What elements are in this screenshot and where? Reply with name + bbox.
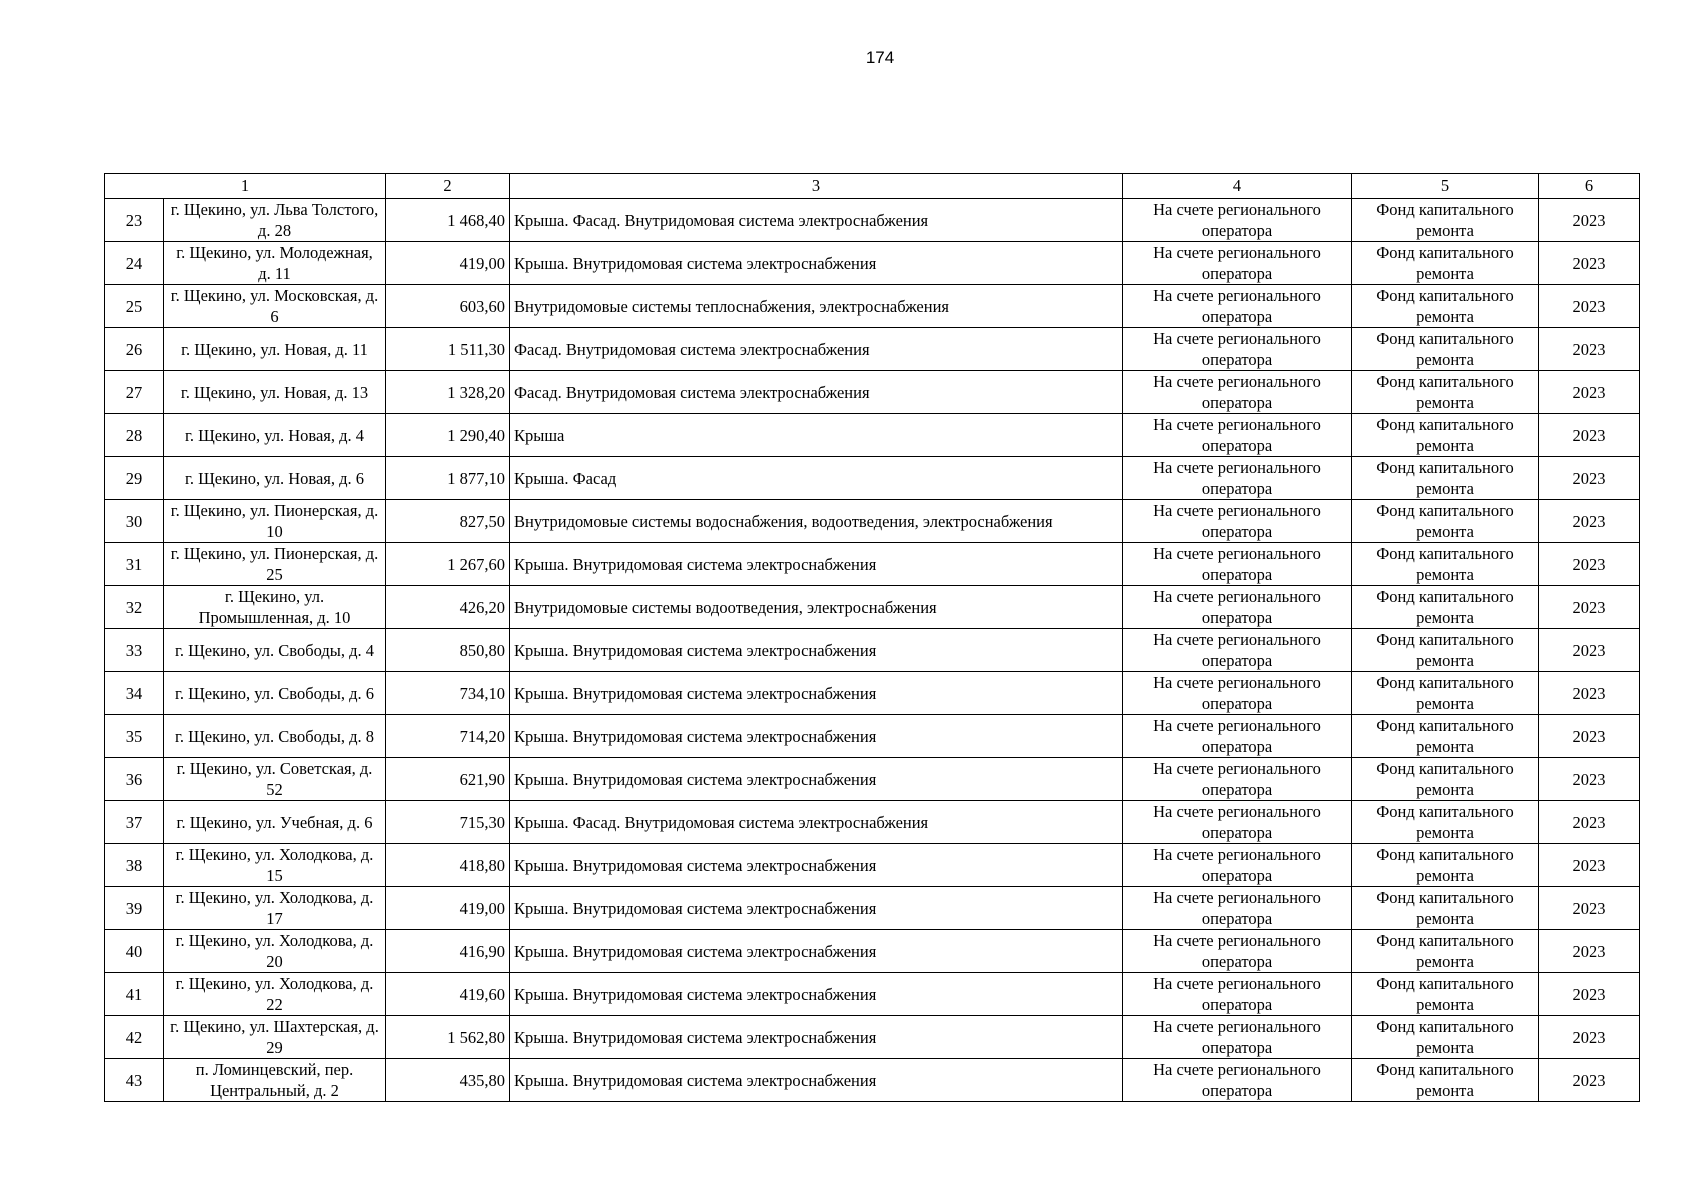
table-row	[105, 500, 1640, 543]
address-cell: г. Щекино, ул. Свободы, д. 6	[164, 672, 386, 715]
funding-account-cell: На счете регионального оператора	[1123, 500, 1352, 543]
area-cell: 1 562,80	[386, 1016, 510, 1059]
funding-account-cell: На счете регионального оператора	[1123, 371, 1352, 414]
area-cell: 1 511,30	[386, 328, 510, 371]
year-cell: 2023	[1539, 715, 1640, 758]
address-cell: г. Щекино, ул. Московская, д. 6	[164, 285, 386, 328]
funding-account-cell: На счете регионального оператора	[1123, 672, 1352, 715]
table-row	[105, 629, 1640, 672]
funding-source-cell: Фонд капитального ремонта	[1352, 672, 1539, 715]
table-row	[105, 328, 1640, 371]
table-body	[105, 174, 1640, 1102]
row-number-cell: 23	[105, 199, 164, 242]
works-cell: Крыша. Фасад	[510, 457, 1123, 500]
row-number-cell: 36	[105, 758, 164, 801]
works-cell: Крыша. Внутридомовая система электроснабжения	[510, 629, 1123, 672]
row-number-cell: 31	[105, 543, 164, 586]
page-number: 174	[865, 48, 895, 67]
year-cell: 2023	[1539, 801, 1640, 844]
area-cell: 1 267,60	[386, 543, 510, 586]
funding-account-cell: На счете регионального оператора	[1123, 199, 1352, 242]
row-number-cell: 41	[105, 973, 164, 1016]
works-cell: Крыша. Внутридомовая система электроснабжения	[510, 1059, 1123, 1102]
address-cell: п. Ломинцевский, пер. Центральный, д. 2	[164, 1059, 386, 1102]
address-cell: г. Щекино, ул. Холодкова, д. 15	[164, 844, 386, 887]
area-cell: 603,60	[386, 285, 510, 328]
table-row	[105, 930, 1640, 973]
funding-account-cell: На счете регионального оператора	[1123, 543, 1352, 586]
row-number-cell: 38	[105, 844, 164, 887]
table-row	[105, 1016, 1640, 1059]
year-cell: 2023	[1539, 1016, 1640, 1059]
column-header-2: 2	[386, 174, 510, 199]
row-number-cell: 34	[105, 672, 164, 715]
funding-source-cell: Фонд капитального ремонта	[1352, 801, 1539, 844]
works-cell: Крыша. Внутридомовая система электроснабжения	[510, 973, 1123, 1016]
works-cell: Крыша. Внутридомовая система электроснабжения	[510, 543, 1123, 586]
area-cell: 416,90	[386, 930, 510, 973]
year-cell: 2023	[1539, 887, 1640, 930]
row-number-cell: 42	[105, 1016, 164, 1059]
year-cell: 2023	[1539, 285, 1640, 328]
area-cell: 419,00	[386, 242, 510, 285]
year-cell: 2023	[1539, 199, 1640, 242]
area-cell: 435,80	[386, 1059, 510, 1102]
year-cell: 2023	[1539, 414, 1640, 457]
funding-source-cell: Фонд капитального ремонта	[1352, 457, 1539, 500]
funding-account-cell: На счете регионального оператора	[1123, 285, 1352, 328]
works-cell: Крыша. Фасад. Внутридомовая система электроснабжения	[510, 801, 1123, 844]
funding-source-cell: Фонд капитального ремонта	[1352, 1016, 1539, 1059]
area-cell: 426,20	[386, 586, 510, 629]
funding-account-cell: На счете регионального оператора	[1123, 887, 1352, 930]
year-cell: 2023	[1539, 930, 1640, 973]
table-row	[105, 457, 1640, 500]
area-cell: 1 468,40	[386, 199, 510, 242]
address-cell: г. Щекино, ул. Промышленная, д. 10	[164, 586, 386, 629]
funding-source-cell: Фонд капитального ремонта	[1352, 285, 1539, 328]
row-number-cell: 24	[105, 242, 164, 285]
table-row	[105, 973, 1640, 1016]
row-number-cell: 28	[105, 414, 164, 457]
address-cell: г. Щекино, ул. Молодежная, д. 11	[164, 242, 386, 285]
area-cell: 734,10	[386, 672, 510, 715]
year-cell: 2023	[1539, 1059, 1640, 1102]
row-number-cell: 25	[105, 285, 164, 328]
works-cell: Внутридомовые системы теплоснабжения, электроснабжения	[510, 285, 1123, 328]
table-row	[105, 715, 1640, 758]
table-row	[105, 414, 1640, 457]
works-cell: Фасад. Внутридомовая система электроснабжения	[510, 328, 1123, 371]
year-cell: 2023	[1539, 672, 1640, 715]
column-header-6: 6	[1539, 174, 1640, 199]
address-cell: г. Щекино, ул. Пионерская, д. 25	[164, 543, 386, 586]
funding-account-cell: На счете регионального оператора	[1123, 844, 1352, 887]
year-cell: 2023	[1539, 328, 1640, 371]
year-cell: 2023	[1539, 973, 1640, 1016]
year-cell: 2023	[1539, 543, 1640, 586]
row-number-cell: 27	[105, 371, 164, 414]
works-cell: Крыша	[510, 414, 1123, 457]
table-row	[105, 371, 1640, 414]
year-cell: 2023	[1539, 586, 1640, 629]
works-cell: Крыша. Внутридомовая система электроснабжения	[510, 758, 1123, 801]
address-cell: г. Щекино, ул. Пионерская, д. 10	[164, 500, 386, 543]
repair-schedule-table	[104, 173, 1640, 1102]
table-row	[105, 844, 1640, 887]
area-cell: 827,50	[386, 500, 510, 543]
area-cell: 419,00	[386, 887, 510, 930]
area-cell: 419,60	[386, 973, 510, 1016]
table-row	[105, 586, 1640, 629]
year-cell: 2023	[1539, 500, 1640, 543]
row-number-cell: 26	[105, 328, 164, 371]
funding-account-cell: На счете регионального оператора	[1123, 801, 1352, 844]
funding-source-cell: Фонд капитального ремонта	[1352, 1059, 1539, 1102]
works-cell: Крыша. Внутридомовая система электроснабжения	[510, 844, 1123, 887]
address-cell: г. Щекино, ул. Льва Толстого, д. 28	[164, 199, 386, 242]
year-cell: 2023	[1539, 371, 1640, 414]
funding-account-cell: На счете регионального оператора	[1123, 1059, 1352, 1102]
funding-source-cell: Фонд капитального ремонта	[1352, 371, 1539, 414]
area-cell: 1 290,40	[386, 414, 510, 457]
funding-account-cell: На счете регионального оператора	[1123, 930, 1352, 973]
works-cell: Крыша. Внутридомовая система электроснабжения	[510, 1016, 1123, 1059]
table-row	[105, 672, 1640, 715]
funding-source-cell: Фонд капитального ремонта	[1352, 887, 1539, 930]
address-cell: г. Щекино, ул. Холодкова, д. 22	[164, 973, 386, 1016]
address-cell: г. Щекино, ул. Новая, д. 13	[164, 371, 386, 414]
area-cell: 418,80	[386, 844, 510, 887]
column-header-4: 4	[1123, 174, 1352, 199]
funding-source-cell: Фонд капитального ремонта	[1352, 543, 1539, 586]
area-cell: 1 877,10	[386, 457, 510, 500]
area-cell: 714,20	[386, 715, 510, 758]
works-cell: Крыша. Фасад. Внутридомовая система электроснабжения	[510, 199, 1123, 242]
funding-account-cell: На счете регионального оператора	[1123, 715, 1352, 758]
row-number-cell: 37	[105, 801, 164, 844]
funding-source-cell: Фонд капитального ремонта	[1352, 930, 1539, 973]
works-cell: Внутридомовые системы водоотведения, электроснабжения	[510, 586, 1123, 629]
area-cell: 621,90	[386, 758, 510, 801]
year-cell: 2023	[1539, 242, 1640, 285]
address-cell: г. Щекино, ул. Свободы, д. 8	[164, 715, 386, 758]
works-cell: Внутридомовые системы водоснабжения, водоотведения, электроснабжения	[510, 500, 1123, 543]
column-number-header-row	[105, 174, 1640, 199]
area-cell: 850,80	[386, 629, 510, 672]
funding-source-cell: Фонд капитального ремонта	[1352, 242, 1539, 285]
works-cell: Крыша. Внутридомовая система электроснабжения	[510, 242, 1123, 285]
row-number-cell: 29	[105, 457, 164, 500]
row-number-cell: 43	[105, 1059, 164, 1102]
funding-account-cell: На счете регионального оператора	[1123, 242, 1352, 285]
row-number-cell: 35	[105, 715, 164, 758]
funding-source-cell: Фонд капитального ремонта	[1352, 973, 1539, 1016]
address-cell: г. Щекино, ул. Учебная, д. 6	[164, 801, 386, 844]
funding-source-cell: Фонд капитального ремонта	[1352, 500, 1539, 543]
year-cell: 2023	[1539, 758, 1640, 801]
address-cell: г. Щекино, ул. Новая, д. 4	[164, 414, 386, 457]
funding-account-cell: На счете регионального оператора	[1123, 328, 1352, 371]
table-row	[105, 199, 1640, 242]
table-row	[105, 543, 1640, 586]
funding-source-cell: Фонд капитального ремонта	[1352, 586, 1539, 629]
address-cell: г. Щекино, ул. Холодкова, д. 20	[164, 930, 386, 973]
row-number-cell: 32	[105, 586, 164, 629]
area-cell: 715,30	[386, 801, 510, 844]
works-cell: Крыша. Внутридомовая система электроснабжения	[510, 672, 1123, 715]
funding-account-cell: На счете регионального оператора	[1123, 457, 1352, 500]
area-cell: 1 328,20	[386, 371, 510, 414]
row-number-cell: 39	[105, 887, 164, 930]
column-header-5: 5	[1352, 174, 1539, 199]
funding-source-cell: Фонд капитального ремонта	[1352, 414, 1539, 457]
row-number-cell: 30	[105, 500, 164, 543]
funding-account-cell: На счете регионального оператора	[1123, 1016, 1352, 1059]
funding-source-cell: Фонд капитального ремонта	[1352, 715, 1539, 758]
funding-account-cell: На счете регионального оператора	[1123, 629, 1352, 672]
year-cell: 2023	[1539, 457, 1640, 500]
table-row	[105, 801, 1640, 844]
works-cell: Крыша. Внутридомовая система электроснабжения	[510, 930, 1123, 973]
table-row	[105, 285, 1640, 328]
address-cell: г. Щекино, ул. Новая, д. 11	[164, 328, 386, 371]
table-row	[105, 758, 1640, 801]
funding-source-cell: Фонд капитального ремонта	[1352, 199, 1539, 242]
year-cell: 2023	[1539, 844, 1640, 887]
works-cell: Крыша. Внутридомовая система электроснабжения	[510, 715, 1123, 758]
row-number-cell: 40	[105, 930, 164, 973]
funding-source-cell: Фонд капитального ремонта	[1352, 758, 1539, 801]
column-header-3: 3	[510, 174, 1123, 199]
funding-source-cell: Фонд капитального ремонта	[1352, 629, 1539, 672]
funding-account-cell: На счете регионального оператора	[1123, 586, 1352, 629]
address-cell: г. Щекино, ул. Советская, д. 52	[164, 758, 386, 801]
year-cell: 2023	[1539, 629, 1640, 672]
funding-account-cell: На счете регионального оператора	[1123, 973, 1352, 1016]
address-cell: г. Щекино, ул. Шахтерская, д. 29	[164, 1016, 386, 1059]
address-cell: г. Щекино, ул. Холодкова, д. 17	[164, 887, 386, 930]
row-number-cell: 33	[105, 629, 164, 672]
column-header-1: 1	[105, 174, 386, 199]
funding-source-cell: Фонд капитального ремонта	[1352, 844, 1539, 887]
address-cell: г. Щекино, ул. Свободы, д. 4	[164, 629, 386, 672]
works-cell: Фасад. Внутридомовая система электроснабжения	[510, 371, 1123, 414]
table-row	[105, 242, 1640, 285]
funding-source-cell: Фонд капитального ремонта	[1352, 328, 1539, 371]
funding-account-cell: На счете регионального оператора	[1123, 758, 1352, 801]
table-row	[105, 1059, 1640, 1102]
works-cell: Крыша. Внутридомовая система электроснабжения	[510, 887, 1123, 930]
table-row	[105, 887, 1640, 930]
address-cell: г. Щекино, ул. Новая, д. 6	[164, 457, 386, 500]
funding-account-cell: На счете регионального оператора	[1123, 414, 1352, 457]
